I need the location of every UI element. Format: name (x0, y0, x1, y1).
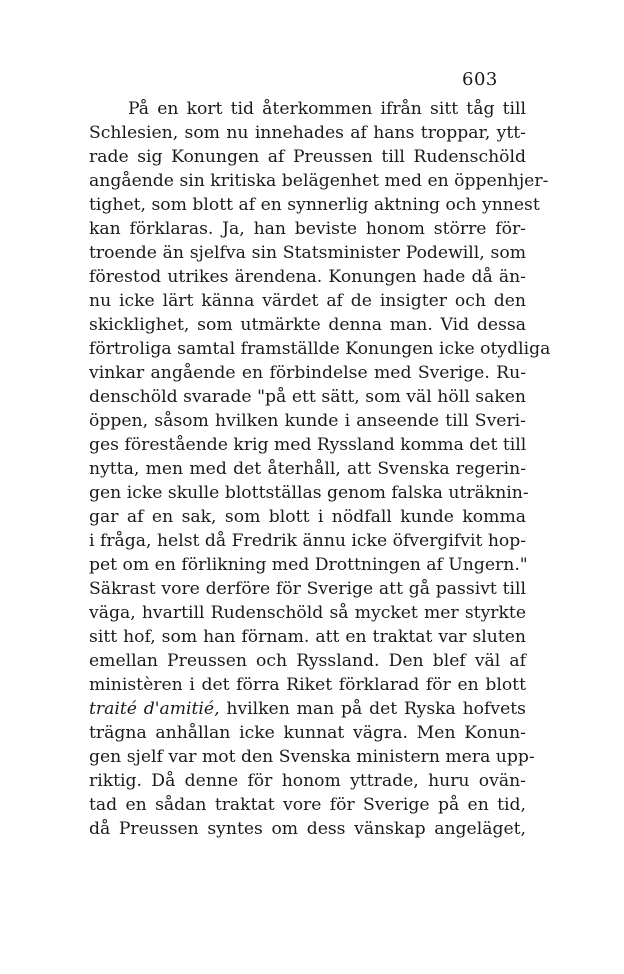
text-line: sitt hof, som han förnam. att en traktat var sluten (89, 627, 526, 647)
text-line-italic (89, 697, 526, 721)
text-line: då Preussen syntes om dess vänskap angeläget, (89, 819, 526, 839)
text-line: riktig. Då denne för honom yttrade, huru ovän- (89, 771, 526, 791)
text-line: gen sjelf var mot den Svenska ministern mera upp- (89, 747, 535, 767)
text-line: Schlesien, som nu innehades af hans troppar, ytt- (89, 123, 526, 143)
text-line: Säkrast vore derföre för Sverige att gå passivt till (89, 579, 526, 599)
text-line: kan förklaras. Ja, han beviste honom större för- (89, 219, 526, 239)
text-line: På en kort tid återkommen ifrån sitt tåg till (128, 99, 526, 119)
text-line: i fråga, helst då Fredrik ännu icke öfvergifvit hop- (89, 531, 527, 551)
text-line: skicklighet, som utmärkte denna man. Vid dessa (89, 315, 526, 335)
text-line: väga, hvartill Rudenschöld så mycket mer styrkte (89, 603, 526, 623)
text-line: förtroliga samtal framställde Konungen icke otydliga (89, 339, 551, 359)
text-line: troende än sjelfva sin Statsminister Podewill, som (89, 243, 526, 263)
text-line: tad en sådan traktat vore för Sverige på en tid, (89, 795, 526, 815)
text-line: nu icke lärt känna värdet af de insigter och den (89, 291, 526, 311)
text-line: gar af en sak, som blott i nödfall kunde komma (89, 507, 526, 527)
text-line: ges förestående krig med Ryssland komma det till (89, 435, 527, 455)
text-line: trägna anhållan icke kunnat vägra. Men Konun- (89, 723, 526, 743)
italic-phrase: traité d'amitié, (89, 699, 220, 719)
text-line: rade sig Konungen af Preussen till Rudenschöld (89, 147, 526, 167)
text-line: ministèren i det förra Riket förklarad för en blott (89, 675, 526, 695)
text-line: nytta, men med det återhåll, att Svenska regerin- (89, 459, 526, 479)
page-number: 603 (462, 69, 498, 90)
text-line: pet om en förlikning med Drottningen af Ungern." (89, 555, 528, 575)
text-line: vinkar angående en förbindelse med Sverige. Ru- (89, 363, 526, 383)
text-line: angående sin kritiska belägenhet med en öppenhjer- (89, 171, 549, 191)
text-line: tighet, som blott af en synnerlig aktning och ynnest (89, 195, 540, 215)
text-line: gen icke skulle blottställas genom falska uträknin- (89, 483, 529, 503)
italic-line-rest: hvilken man på det Ryska hofvets (219, 699, 526, 719)
text-line: öppen, såsom hvilken kunde i anseende till Sveri- (89, 411, 526, 431)
text-line: förestod utrikes ärendena. Konungen hade då än- (89, 267, 526, 287)
text-line: emellan Preussen och Ryssland. Den blef väl af (89, 651, 526, 671)
text-line: denschöld svarade "på ett sätt, som väl höll saken (89, 387, 526, 407)
body-text (89, 97, 551, 841)
